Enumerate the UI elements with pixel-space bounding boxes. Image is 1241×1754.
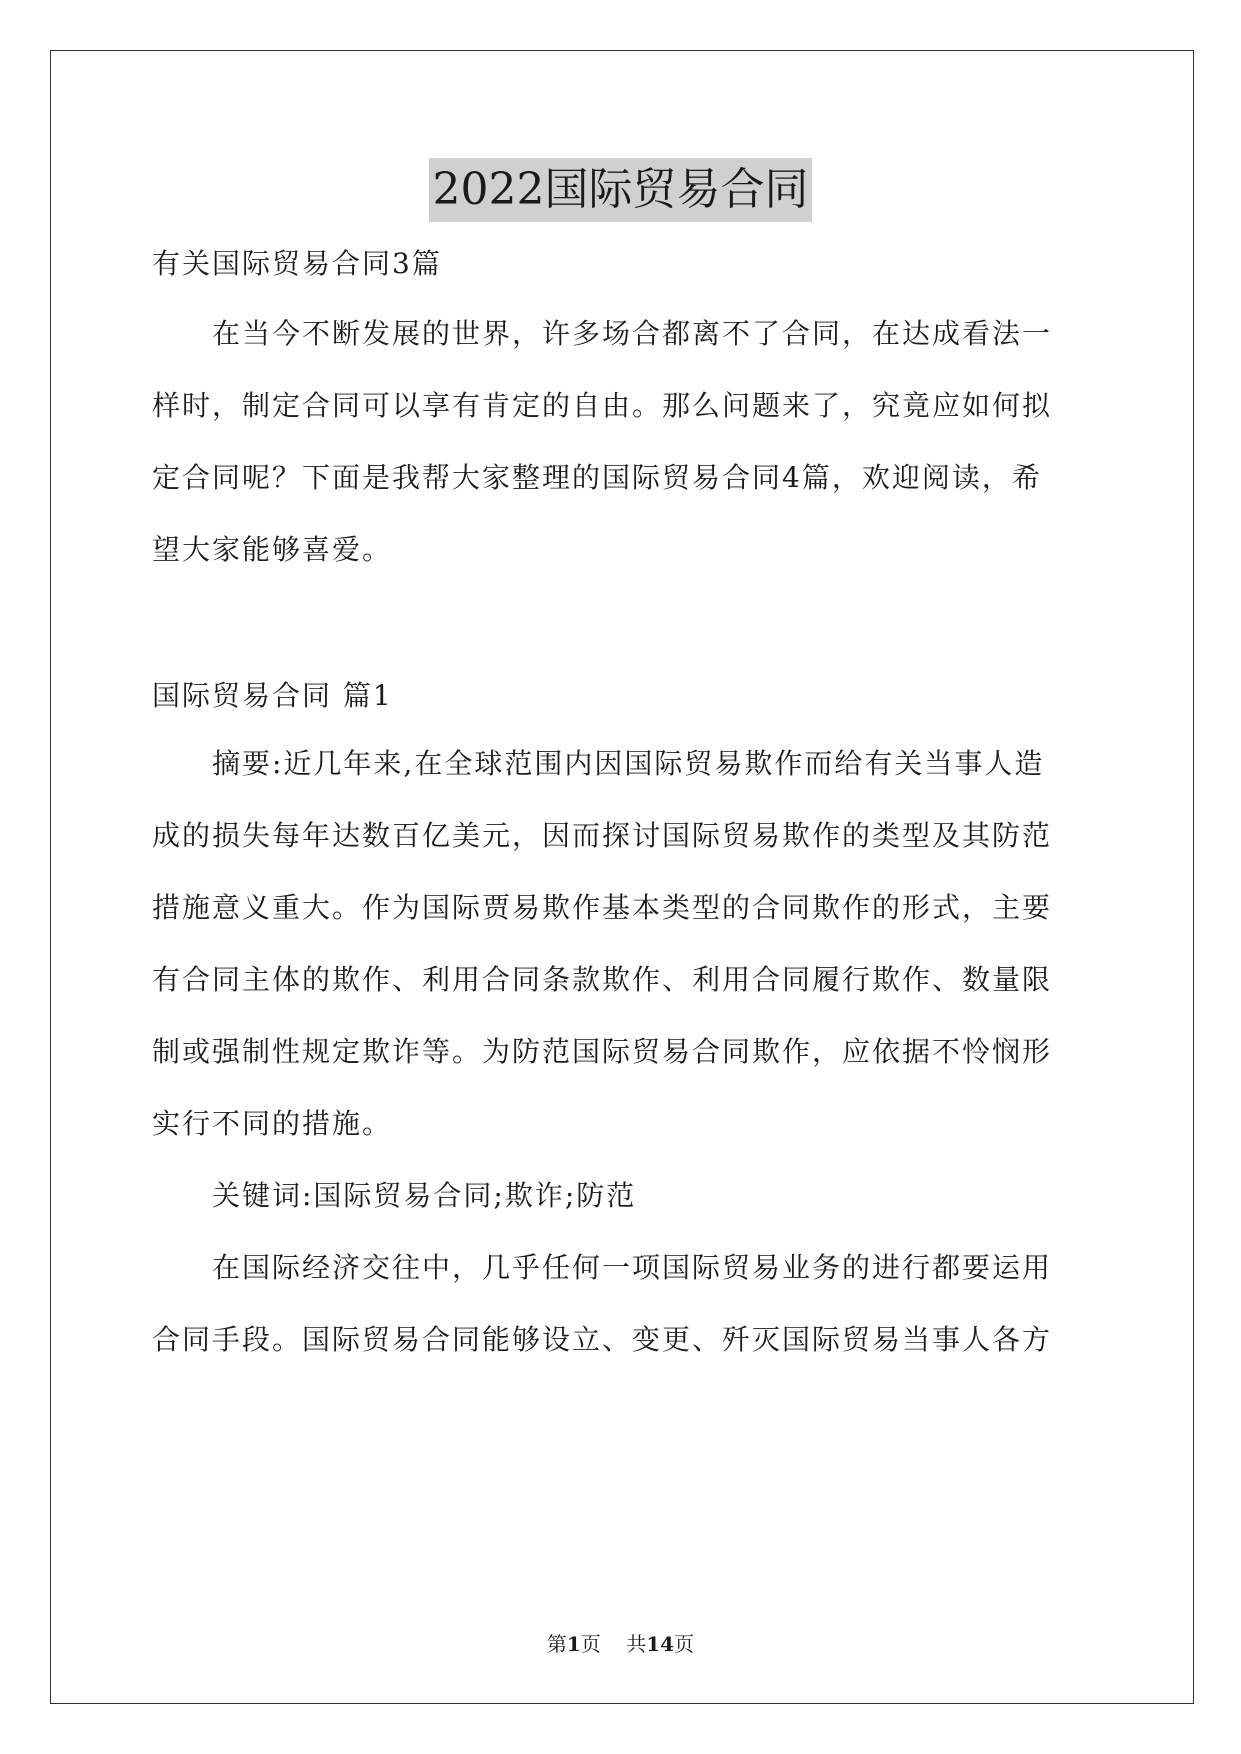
body-line: 摘要:近几年来,在全球范围内因国际贸易欺作而给有关当事人造 — [212, 747, 1045, 780]
footer-total-pages: 14 — [646, 1632, 675, 1656]
body-line: 有合同主体的欺作、利用合同条款欺作、利用合同履行欺作、数量限 — [152, 963, 1053, 996]
keywords-line: 关键词:国际贸易合同;欺诈;防范 — [212, 1179, 637, 1212]
body-line: 实行不同的措施。 — [152, 1107, 393, 1140]
section-heading: 国际贸易合同 篇1 — [152, 679, 393, 712]
footer-middle: 页 共 — [580, 1632, 647, 1656]
body-line: 望大家能够喜爱。 — [152, 533, 393, 566]
body-line: 合同手段。国际贸易合同能够设立、变更、歼灭国际贸易当事人各方 — [152, 1323, 1053, 1356]
footer-suffix: 页 — [674, 1632, 695, 1656]
body-line: 在当今不断发展的世界，许多场合都离不了合同，在达成看法一 — [212, 317, 1053, 350]
body-line: 定合同呢？下面是我帮大家整理的国际贸易合同4篇，欢迎阅读，希 — [152, 461, 1042, 494]
footer-prefix: 第 — [546, 1632, 567, 1656]
body-line: 在国际经济交往中，几乎任何一项国际贸易业务的进行都要运用 — [212, 1251, 1053, 1284]
title-container — [0, 158, 1241, 222]
body-line: 有关国际贸易合同3篇 — [152, 247, 442, 280]
body-line: 制或强制性规定欺诈等。为防范国际贸易合同欺作，应依据不怜悯形 — [152, 1035, 1053, 1068]
body-line: 措施意义重大。作为国际贾易欺作基本类型的合同欺作的形式，主要 — [152, 891, 1053, 924]
page-border — [50, 50, 1194, 1704]
footer-page-number: 1 — [566, 1632, 581, 1656]
page-footer — [0, 1630, 1241, 1658]
body-line: 成的损失每年达数百亿美元，因而探讨国际贸易欺作的类型及其防范 — [152, 819, 1053, 852]
body-line: 样时，制定合同可以享有肯定的自由。那么问题来了，究竟应如何拟 — [152, 389, 1053, 422]
document-title: 2022国际贸易合同 — [429, 158, 813, 222]
